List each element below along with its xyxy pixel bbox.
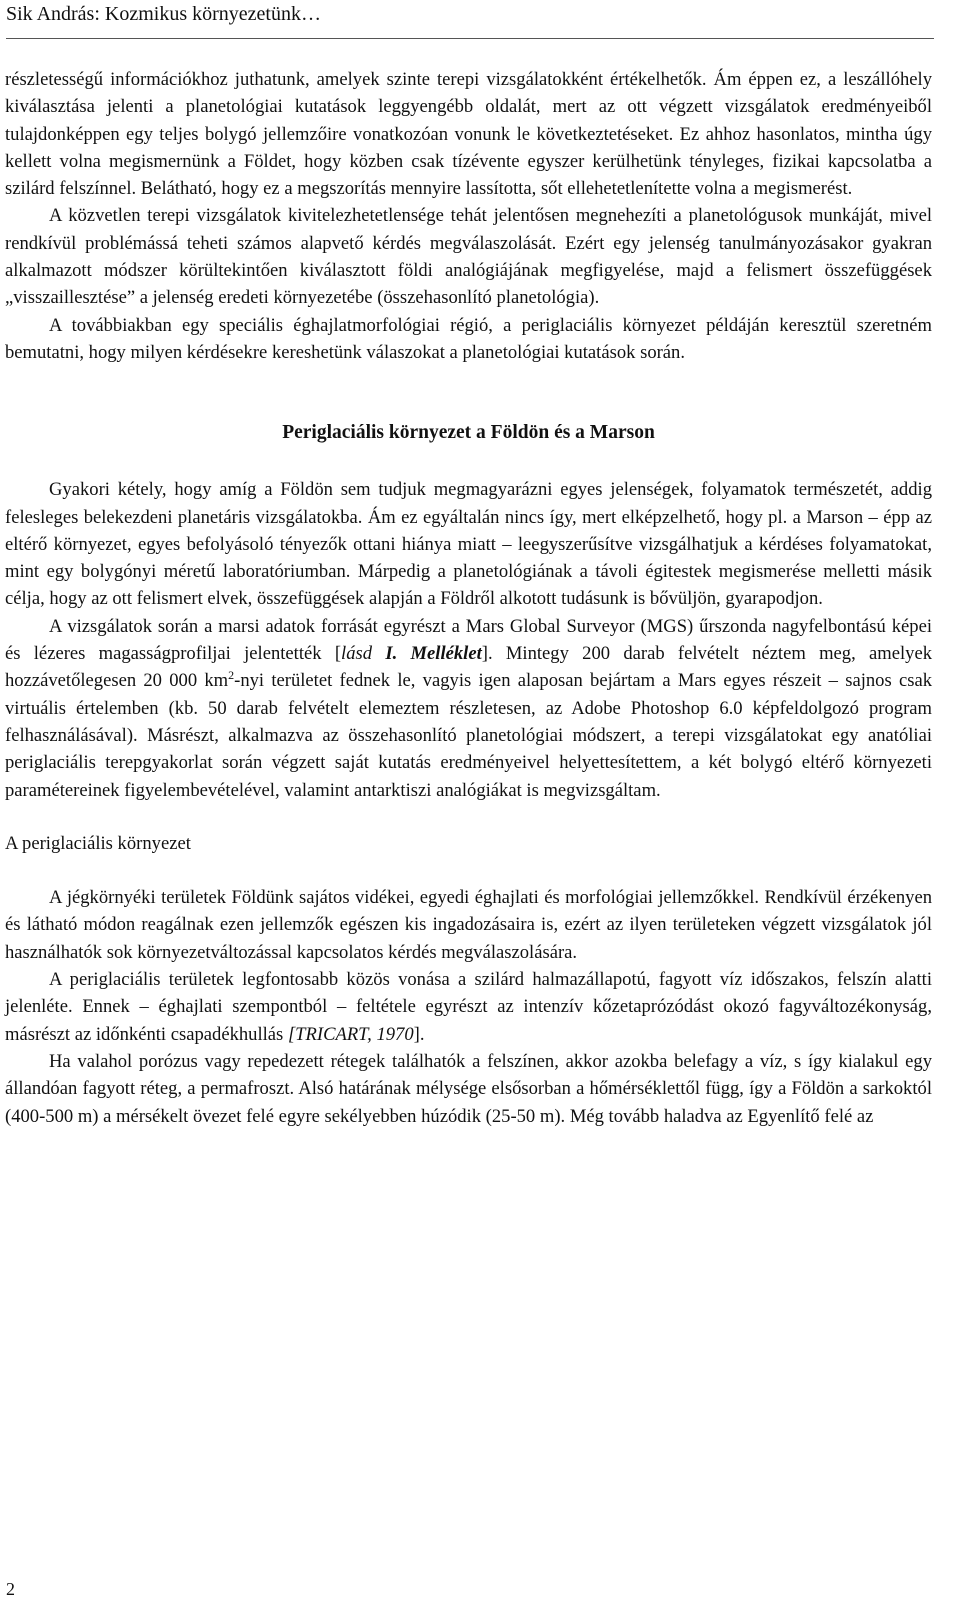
text-run: A periglaciális területek legfontosabb közös vonása a szilárd halmazállapotú, fagyott víz időszakos, felszín alatti jelenléte. Ennek – éghajlati szempontból – feltétele egyrészt az intenzív kőzetaprózódást okozó fagyváltozékonyság, másrészt az időnkénti csapadékhullás <box>5 969 932 1045</box>
reference-see: lásd <box>341 643 373 665</box>
reference-appendix: I. Melléklet <box>385 643 482 665</box>
superscript: 2 <box>228 668 235 683</box>
running-header: Sik András: Kozmikus környezetünk… <box>6 3 321 25</box>
text-run: -nyi területet fednek le, vagyis igen alaposan bejártam a Mars egyes részeit – sajnos csak virtuális értelemben (kb. 50 darab felvételt elemeztem részletesen, az Adobe Photoshop 6.0 képfeldolgozó program felhasználásával). Másrészt, alkalmazva az összehasonlító planetológiai módszert, a terepi vizsgálatokat egy anatóliai periglaciális terepgyakorlat során végzett saját kutatás eredményeivel helyettesítettem, a két bolygó eltérő környezeti paramétereinek figyelembevételével, valamint antarktiszi analógiákat is megvizsgáltam. <box>5 670 933 801</box>
paragraph-sub-1: A jégkörnyéki területek Földünk sajátos vidékei, egyedi éghajlati és morfológiai jellemzőkkel. Rendkívül érzékenyen és látható módon reagálnak ezen jellemzők egészen kis ingadozásaira is, ezért az ilyen területeken végzett vizsgálatok jól használhatók sok környezetváltozással kapcsolatos kérdés megválaszolására. <box>5 887 932 963</box>
paragraph-intro-2: A közvetlen terepi vizsgálatok kivitelezhetetlensége tehát jelentősen megnehezíti a planetológusok munkáját, mivel rendkívül problémássá teheti számos alapvető kérdés megválaszolását. Ezért egy jelenség tanulmányozásakor gyakran alkalmazott módszer körültekintően kiválasztott földi analógiájának megfigyelése, majd a felismert összefüggések „visszaillesztése” a jelenség eredeti környezetébe (összehasonlító planetológia). <box>5 205 932 309</box>
paragraph-sub-3: Ha valahol porózus vagy repedezett rétegek találhatók a felszínen, akkor azokba belefagy a víz, s így kialakul egy állandóan fagyott réteg, a permafroszt. Alsó határának mélysége elsősorban a hőmérséklettől függ, így a Földön a sarkoktól (400-500 m) a mérsékelt övezet felé egyre sekélyebben húzódik (25-50 m). Még tovább haladva az Egyenlítő felé az <box>5 1050 932 1127</box>
paragraph-section-1: Gyakori kétely, hogy amíg a Földön sem tudjuk megmagyarázni egyes jelenségek, folyamatok természetét, addig felesleges belekezdeni planetáris vizsgálatokba. Ám ez egyáltalán nincs így, mert elképzelhető, hogy pl. a Marson – épp az eltérő környezet, egyes befolyásoló tényezők ottani hiánya miatt – leegyszerűsítve vizsgálhatjuk a kérdéses folyamatokat, mint egy bolygónyi méretű laboratóriumban. Márpedig a planetológiának a távoli égitestek megismerése melletti másik célja, hogy az ott felismert elvek, összefüggések alapján a Földről alkotott tudásunk is bővüljön, gyarapodjon. <box>5 479 932 610</box>
text-run: ]. <box>413 1023 425 1045</box>
spacer <box>5 857 932 884</box>
paragraph-sub-2 <box>5 966 932 1048</box>
section-title: Periglaciális környezet a Földön és a Marson <box>282 422 655 444</box>
paragraph-section-2 <box>5 613 932 804</box>
paragraph-intro-3: A továbbiakban egy speciális éghajlatmorfológiai régió, a periglaciális környezet példáján keresztül szeretném bemutatni, hogy milyen kérdésekre kereshetünk válaszokat a planetológiai kutatások során. <box>5 314 932 363</box>
spacer <box>5 448 932 476</box>
subsection-title: A periglaciális környezet <box>5 832 191 854</box>
document-body <box>5 66 932 1130</box>
header-divider <box>6 38 934 39</box>
text-run: A vizsgálatok során a marsi adatok forrását egyrészt a Mars Global Surveyor (MGS) űrszonda nagyfelbontású képei és lézeres magasságprofiljai jelentették [ <box>5 615 932 665</box>
citation: [TRICART, 1970 <box>287 1023 414 1045</box>
paragraph-intro-1: részletességű információkhoz juthatunk, amelyek szinte terepi vizsgálatokként értékelhetők. Ám éppen ez, a leszállóhely kiválasztása jelenti a planetológiai kutatások leggyengébb oldalát, mert az ott végzett vizsgálatok eredményeiből tulajdonképpen egy teljes bolygó jellemzőire vonatkozóan vonunk le következtetéseket. Ez ahhoz hasonlatos, mintha úgy kellett volna megismernünk a Földet, hogy közben csak tízévente egyszer kerülhetünk tényleges, fizikai kapcsolatba a szilárd felszínnel. Belátható, hogy ez a megszorítás mennyire lassította, sőt ellehetetlenítette volna a megismerést. <box>5 69 932 200</box>
page-number: 2 <box>6 1579 15 1599</box>
text-run: ]. Mintegy 200 darab felvételt néztem meg, amelyek hozzávetőlegesen 20 000 km <box>5 643 932 692</box>
